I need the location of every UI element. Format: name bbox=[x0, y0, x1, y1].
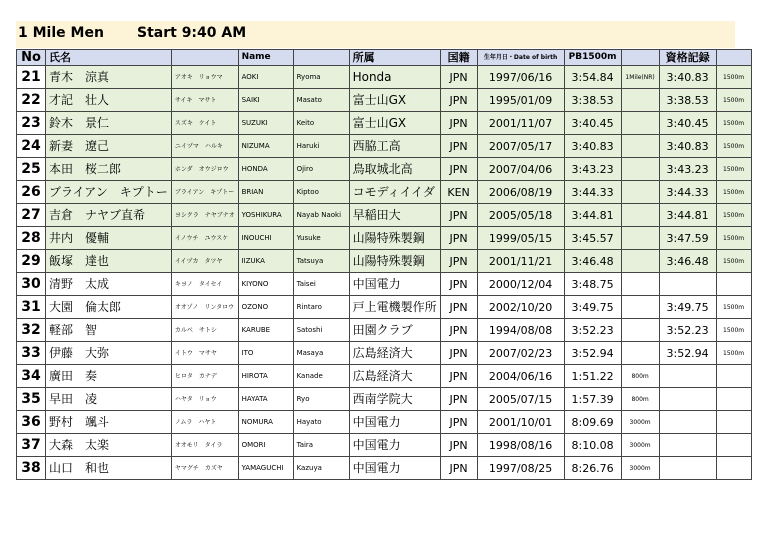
athlete-kana: ヒロタ カナデ bbox=[171, 365, 238, 388]
athlete-surname-romaji: KIYONO bbox=[238, 273, 293, 296]
col-kana bbox=[171, 50, 238, 66]
table-row bbox=[17, 365, 752, 388]
pb-event-note: 3000m bbox=[621, 411, 659, 434]
athlete-pb: 3:38.53 bbox=[564, 89, 621, 112]
qualifying-event-note: 1500m bbox=[716, 342, 751, 365]
athlete-pb: 3:52.94 bbox=[564, 342, 621, 365]
athlete-surname-romaji: IIZUKA bbox=[238, 250, 293, 273]
qualifying-mark bbox=[659, 457, 716, 480]
athlete-nationality: JPN bbox=[440, 296, 477, 319]
qualifying-event-note bbox=[716, 411, 751, 434]
athlete-surname-romaji: HAYATA bbox=[238, 388, 293, 411]
athlete-nationality: JPN bbox=[440, 204, 477, 227]
athlete-affiliation: 山陽特殊製鋼 bbox=[349, 250, 440, 273]
athlete-name: 清野 太成 bbox=[46, 273, 172, 296]
athlete-name: 大園 倫太郎 bbox=[46, 296, 172, 319]
qualifying-mark: 3:40.83 bbox=[659, 135, 716, 158]
athlete-name: 軽部 智 bbox=[46, 319, 172, 342]
qualifying-event-note: 1500m bbox=[716, 66, 751, 89]
athlete-pb: 8:09.69 bbox=[564, 411, 621, 434]
athlete-kana: ブライアン キプトー bbox=[171, 181, 238, 204]
athlete-given-name-romaji: Kazuya bbox=[293, 457, 349, 480]
qualifying-event-note bbox=[716, 388, 751, 411]
athlete-surname-romaji: YAMAGUCHI bbox=[238, 457, 293, 480]
athlete-given-name-romaji: Ryo bbox=[293, 388, 349, 411]
athlete-given-name-romaji: Masato bbox=[293, 89, 349, 112]
athlete-pb: 3:46.48 bbox=[564, 250, 621, 273]
col-romaji: Name bbox=[238, 50, 293, 66]
athlete-kana: キヨノ タイセイ bbox=[171, 273, 238, 296]
athlete-surname-romaji: AOKI bbox=[238, 66, 293, 89]
athlete-surname-romaji: ITO bbox=[238, 342, 293, 365]
athlete-nationality: JPN bbox=[440, 319, 477, 342]
athlete-surname-romaji: BRIAN bbox=[238, 181, 293, 204]
athlete-pb: 3:44.81 bbox=[564, 204, 621, 227]
athlete-kana: カルベ サトシ bbox=[171, 319, 238, 342]
athlete-nationality: JPN bbox=[440, 112, 477, 135]
athlete-birth-date: 2001/11/07 bbox=[477, 112, 564, 135]
athlete-name: 大森 太楽 bbox=[46, 434, 172, 457]
qualifying-mark: 3:38.53 bbox=[659, 89, 716, 112]
athlete-name: 廣田 奏 bbox=[46, 365, 172, 388]
athlete-surname-romaji: INOUCHI bbox=[238, 227, 293, 250]
athlete-affiliation: 富士山GX bbox=[349, 89, 440, 112]
athlete-nationality: JPN bbox=[440, 273, 477, 296]
athlete-kana: サイキ マサト bbox=[171, 89, 238, 112]
athlete-nationality: JPN bbox=[440, 158, 477, 181]
athlete-affiliation: 鳥取城北高 bbox=[349, 158, 440, 181]
pb-event-note bbox=[621, 273, 659, 296]
athlete-birth-date: 2000/12/04 bbox=[477, 273, 564, 296]
athlete-surname-romaji: NOMURA bbox=[238, 411, 293, 434]
athlete-name: 飯塚 達也 bbox=[46, 250, 172, 273]
event-banner bbox=[16, 21, 735, 48]
athlete-number: 37 bbox=[17, 434, 46, 457]
athlete-surname-romaji: YOSHIKURA bbox=[238, 204, 293, 227]
athlete-kana: ノムラ ハヤト bbox=[171, 411, 238, 434]
athlete-birth-date: 2005/05/18 bbox=[477, 204, 564, 227]
col-no: No bbox=[17, 50, 46, 66]
athlete-number: 25 bbox=[17, 158, 46, 181]
athlete-birth-date: 1994/08/08 bbox=[477, 319, 564, 342]
athlete-given-name-romaji: Satoshi bbox=[293, 319, 349, 342]
athlete-number: 32 bbox=[17, 319, 46, 342]
athlete-number: 35 bbox=[17, 388, 46, 411]
table-row bbox=[17, 319, 752, 342]
col-first bbox=[293, 50, 349, 66]
qualifying-mark bbox=[659, 273, 716, 296]
athlete-given-name-romaji: Kanade bbox=[293, 365, 349, 388]
athlete-pb: 3:45.57 bbox=[564, 227, 621, 250]
athlete-given-name-romaji: Rintaro bbox=[293, 296, 349, 319]
athlete-nationality: JPN bbox=[440, 342, 477, 365]
athlete-pb: 3:40.45 bbox=[564, 112, 621, 135]
table-row bbox=[17, 181, 752, 204]
athlete-nationality: JPN bbox=[440, 66, 477, 89]
qualifying-event-note: 1500m bbox=[716, 227, 751, 250]
athlete-number: 22 bbox=[17, 89, 46, 112]
qualifying-mark: 3:49.75 bbox=[659, 296, 716, 319]
athlete-pb: 3:44.33 bbox=[564, 181, 621, 204]
table-row bbox=[17, 296, 752, 319]
pb-event-note bbox=[621, 319, 659, 342]
athlete-kana: ホンダ オウジロウ bbox=[171, 158, 238, 181]
athlete-surname-romaji: OZONO bbox=[238, 296, 293, 319]
athlete-pb: 1:57.39 bbox=[564, 388, 621, 411]
athlete-affiliation: 富士山GX bbox=[349, 112, 440, 135]
athlete-birth-date: 2001/11/21 bbox=[477, 250, 564, 273]
athlete-birth-date: 1997/06/16 bbox=[477, 66, 564, 89]
athlete-kana: ヨシクラ ナヤブナオ bbox=[171, 204, 238, 227]
qualifying-mark bbox=[659, 411, 716, 434]
athlete-given-name-romaji: Kiptoo bbox=[293, 181, 349, 204]
athlete-number: 34 bbox=[17, 365, 46, 388]
qualifying-event-note bbox=[716, 457, 751, 480]
athlete-kana: オオゾノ リンタロウ bbox=[171, 296, 238, 319]
table-row bbox=[17, 112, 752, 135]
qualifying-mark: 3:43.23 bbox=[659, 158, 716, 181]
athlete-given-name-romaji: Nayab Naoki bbox=[293, 204, 349, 227]
athlete-number: 24 bbox=[17, 135, 46, 158]
qualifying-mark bbox=[659, 388, 716, 411]
athlete-pb: 1:51.22 bbox=[564, 365, 621, 388]
athlete-number: 33 bbox=[17, 342, 46, 365]
athlete-name: 山口 和也 bbox=[46, 457, 172, 480]
pb-event-note: 1Mile(NR) bbox=[621, 66, 659, 89]
athlete-surname-romaji: OMORI bbox=[238, 434, 293, 457]
athlete-affiliation: Honda bbox=[349, 66, 440, 89]
athlete-nationality: JPN bbox=[440, 411, 477, 434]
athlete-pb: 3:43.23 bbox=[564, 158, 621, 181]
athlete-kana: ニイヅマ ハルキ bbox=[171, 135, 238, 158]
qualifying-mark: 3:40.83 bbox=[659, 66, 716, 89]
athlete-birth-date: 2004/06/16 bbox=[477, 365, 564, 388]
athlete-affiliation: コモディイイダ bbox=[349, 181, 440, 204]
athlete-pb: 3:54.84 bbox=[564, 66, 621, 89]
athlete-name: 才記 壮人 bbox=[46, 89, 172, 112]
athlete-birth-date: 1995/01/09 bbox=[477, 89, 564, 112]
athlete-birth-date: 2002/10/20 bbox=[477, 296, 564, 319]
table-row bbox=[17, 227, 752, 250]
pb-event-note bbox=[621, 227, 659, 250]
athlete-number: 38 bbox=[17, 457, 46, 480]
qualifying-event-note: 1500m bbox=[716, 319, 751, 342]
pb-event-note bbox=[621, 135, 659, 158]
athlete-kana: イノウチ ユウスケ bbox=[171, 227, 238, 250]
athlete-given-name-romaji: Masaya bbox=[293, 342, 349, 365]
athlete-name: 吉倉 ナヤブ直希 bbox=[46, 204, 172, 227]
qualifying-event-note bbox=[716, 273, 751, 296]
athlete-given-name-romaji: Ryoma bbox=[293, 66, 349, 89]
athlete-birth-date: 2007/05/17 bbox=[477, 135, 564, 158]
athlete-name: 井内 優輔 bbox=[46, 227, 172, 250]
qualifying-mark: 3:44.81 bbox=[659, 204, 716, 227]
athlete-name: 本田 桜二郎 bbox=[46, 158, 172, 181]
pb-event-note: 3000m bbox=[621, 457, 659, 480]
pb-event-note bbox=[621, 112, 659, 135]
athlete-number: 29 bbox=[17, 250, 46, 273]
athlete-surname-romaji: HONDA bbox=[238, 158, 293, 181]
pb-event-note bbox=[621, 342, 659, 365]
table-row bbox=[17, 204, 752, 227]
athlete-birth-date: 2006/08/19 bbox=[477, 181, 564, 204]
qualifying-event-note bbox=[716, 434, 751, 457]
athlete-surname-romaji: SUZUKI bbox=[238, 112, 293, 135]
athlete-given-name-romaji: Ojiro bbox=[293, 158, 349, 181]
qualifying-event-note: 1500m bbox=[716, 250, 751, 273]
athlete-affiliation: 中国電力 bbox=[349, 434, 440, 457]
qualifying-event-note: 1500m bbox=[716, 135, 751, 158]
qualifying-mark: 3:52.23 bbox=[659, 319, 716, 342]
athlete-kana: ヤマグチ カズヤ bbox=[171, 457, 238, 480]
athlete-pb: 8:26.76 bbox=[564, 457, 621, 480]
qualifying-mark: 3:47.59 bbox=[659, 227, 716, 250]
table-row bbox=[17, 89, 752, 112]
pb-event-note bbox=[621, 250, 659, 273]
athlete-number: 27 bbox=[17, 204, 46, 227]
pb-event-note bbox=[621, 181, 659, 204]
athlete-affiliation: 中国電力 bbox=[349, 411, 440, 434]
table-row bbox=[17, 411, 752, 434]
col-name: 氏名 bbox=[46, 50, 172, 66]
athlete-given-name-romaji: Hayato bbox=[293, 411, 349, 434]
athlete-given-name-romaji: Taisei bbox=[293, 273, 349, 296]
qualifying-mark: 3:46.48 bbox=[659, 250, 716, 273]
athlete-number: 28 bbox=[17, 227, 46, 250]
athlete-affiliation: 中国電力 bbox=[349, 457, 440, 480]
athlete-affiliation: 広島経済大 bbox=[349, 342, 440, 365]
athlete-pb: 3:48.75 bbox=[564, 273, 621, 296]
athlete-birth-date: 1998/08/16 bbox=[477, 434, 564, 457]
pb-event-note bbox=[621, 89, 659, 112]
athlete-kana: ハヤタ リョウ bbox=[171, 388, 238, 411]
col-qual-note bbox=[716, 50, 751, 66]
athlete-kana: アオキ リョウマ bbox=[171, 66, 238, 89]
pb-event-note bbox=[621, 158, 659, 181]
athlete-nationality: JPN bbox=[440, 89, 477, 112]
athlete-kana: オオモリ タイラ bbox=[171, 434, 238, 457]
col-nationality: 国籍 bbox=[440, 50, 477, 66]
athlete-given-name-romaji: Haruki bbox=[293, 135, 349, 158]
table-row bbox=[17, 273, 752, 296]
pb-event-note bbox=[621, 204, 659, 227]
athlete-name: 青木 涼真 bbox=[46, 66, 172, 89]
athlete-kana: スズキ ケイト bbox=[171, 112, 238, 135]
athlete-given-name-romaji: Yusuke bbox=[293, 227, 349, 250]
athlete-number: 36 bbox=[17, 411, 46, 434]
qualifying-event-note: 1500m bbox=[716, 89, 751, 112]
table-row bbox=[17, 135, 752, 158]
athlete-name: 早田 凌 bbox=[46, 388, 172, 411]
athlete-nationality: JPN bbox=[440, 434, 477, 457]
col-affiliation: 所属 bbox=[349, 50, 440, 66]
qualifying-mark bbox=[659, 365, 716, 388]
table-row bbox=[17, 342, 752, 365]
athlete-nationality: KEN bbox=[440, 181, 477, 204]
athlete-kana: イイヅカ タツヤ bbox=[171, 250, 238, 273]
athlete-name: ブライアン キプトー bbox=[46, 181, 172, 204]
qualifying-event-note: 1500m bbox=[716, 112, 751, 135]
athlete-kana: イトウ マサヤ bbox=[171, 342, 238, 365]
qualifying-event-note: 1500m bbox=[716, 204, 751, 227]
athlete-surname-romaji: KARUBE bbox=[238, 319, 293, 342]
start-time: Start 9:40 AM bbox=[137, 25, 247, 41]
athlete-pb: 8:10.08 bbox=[564, 434, 621, 457]
athlete-affiliation: 山陽特殊製鋼 bbox=[349, 227, 440, 250]
athlete-affiliation: 早稲田大 bbox=[349, 204, 440, 227]
athlete-number: 23 bbox=[17, 112, 46, 135]
col-birth: 生年月日・Date of birth bbox=[477, 50, 564, 66]
col-pb-note bbox=[621, 50, 659, 66]
qualifying-event-note: 1500m bbox=[716, 158, 751, 181]
athlete-nationality: JPN bbox=[440, 365, 477, 388]
athlete-affiliation: 広島経済大 bbox=[349, 365, 440, 388]
athlete-birth-date: 2007/02/23 bbox=[477, 342, 564, 365]
athlete-pb: 3:52.23 bbox=[564, 319, 621, 342]
athlete-number: 26 bbox=[17, 181, 46, 204]
pb-event-note: 800m bbox=[621, 388, 659, 411]
athlete-name: 鈴木 景仁 bbox=[46, 112, 172, 135]
qualifying-mark: 3:40.45 bbox=[659, 112, 716, 135]
athlete-birth-date: 2005/07/15 bbox=[477, 388, 564, 411]
athlete-affiliation: 戸上電機製作所 bbox=[349, 296, 440, 319]
pb-event-note: 800m bbox=[621, 365, 659, 388]
table-row bbox=[17, 434, 752, 457]
qualifying-event-note bbox=[716, 365, 751, 388]
athlete-given-name-romaji: Keito bbox=[293, 112, 349, 135]
athlete-nationality: JPN bbox=[440, 457, 477, 480]
athlete-number: 21 bbox=[17, 66, 46, 89]
table-row bbox=[17, 158, 752, 181]
athlete-given-name-romaji: Taira bbox=[293, 434, 349, 457]
athlete-given-name-romaji: Tatsuya bbox=[293, 250, 349, 273]
qualifying-mark: 3:52.94 bbox=[659, 342, 716, 365]
table-row bbox=[17, 66, 752, 89]
athlete-name: 伊藤 大弥 bbox=[46, 342, 172, 365]
athlete-name: 新妻 遼己 bbox=[46, 135, 172, 158]
athlete-pb: 3:40.83 bbox=[564, 135, 621, 158]
athlete-birth-date: 2001/10/01 bbox=[477, 411, 564, 434]
table-row bbox=[17, 388, 752, 411]
athlete-birth-date: 1999/05/15 bbox=[477, 227, 564, 250]
pb-event-note bbox=[621, 296, 659, 319]
athlete-affiliation: 田園クラブ bbox=[349, 319, 440, 342]
athlete-birth-date: 1997/08/25 bbox=[477, 457, 564, 480]
athlete-number: 30 bbox=[17, 273, 46, 296]
table-row bbox=[17, 457, 752, 480]
pb-event-note: 3000m bbox=[621, 434, 659, 457]
athlete-nationality: JPN bbox=[440, 227, 477, 250]
qualifying-mark bbox=[659, 434, 716, 457]
qualifying-event-note: 1500m bbox=[716, 181, 751, 204]
athlete-nationality: JPN bbox=[440, 250, 477, 273]
col-qual: 資格記録 bbox=[659, 50, 716, 66]
col-pb: PB1500m bbox=[564, 50, 621, 66]
table-row bbox=[17, 250, 752, 273]
athlete-affiliation: 西南学院大 bbox=[349, 388, 440, 411]
qualifying-event-note: 1500m bbox=[716, 296, 751, 319]
athlete-pb: 3:49.75 bbox=[564, 296, 621, 319]
qualifying-mark: 3:44.33 bbox=[659, 181, 716, 204]
athlete-surname-romaji: NIZUMA bbox=[238, 135, 293, 158]
athlete-nationality: JPN bbox=[440, 388, 477, 411]
header-row bbox=[17, 50, 752, 66]
athlete-name: 野村 颯斗 bbox=[46, 411, 172, 434]
athlete-surname-romaji: HIROTA bbox=[238, 365, 293, 388]
athlete-number: 31 bbox=[17, 296, 46, 319]
athlete-surname-romaji: SAIKI bbox=[238, 89, 293, 112]
athlete-affiliation: 西脇工高 bbox=[349, 135, 440, 158]
event-title: 1 Mile Men bbox=[18, 25, 104, 41]
start-list-table bbox=[16, 49, 752, 480]
athlete-nationality: JPN bbox=[440, 135, 477, 158]
athlete-affiliation: 中国電力 bbox=[349, 273, 440, 296]
athlete-birth-date: 2007/04/06 bbox=[477, 158, 564, 181]
